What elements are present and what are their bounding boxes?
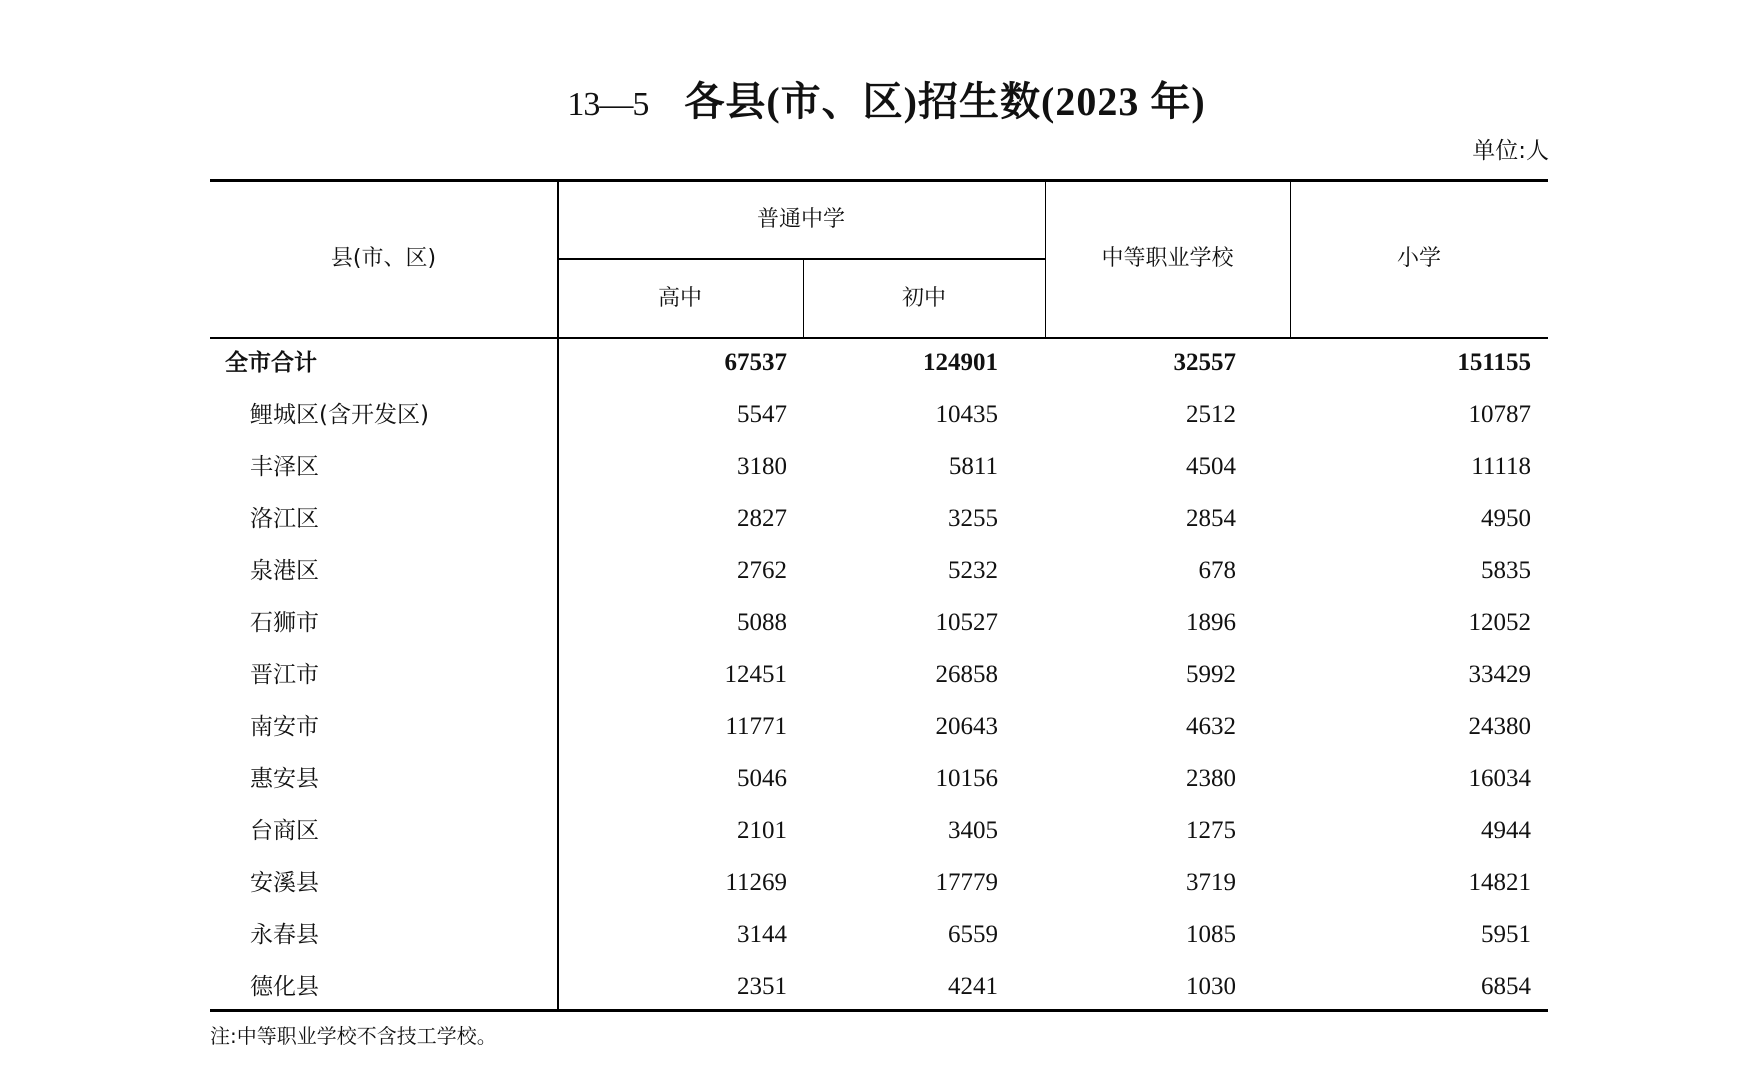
cell-primary: 151155 — [1457, 349, 1531, 376]
page-title — [0, 72, 1755, 132]
cell-senior-high: 2101 — [737, 817, 787, 844]
cell-senior-high: 5088 — [737, 609, 787, 636]
cell-junior-high: 5232 — [948, 557, 998, 584]
cell-junior-high: 10527 — [935, 609, 998, 636]
cell-senior-high: 67537 — [724, 349, 787, 376]
row-label: 德化县 — [250, 974, 319, 1000]
row-label: 台商区 — [250, 818, 319, 844]
cell-vocational: 4632 — [1186, 713, 1236, 740]
cell-junior-high: 3255 — [948, 505, 998, 532]
cell-junior-high: 124901 — [923, 349, 998, 376]
table-bottom-rule — [210, 1009, 1548, 1012]
cell-junior-high: 5811 — [948, 453, 998, 480]
cell-junior-high: 6559 — [948, 921, 998, 948]
unit-label: 单位:人 — [1472, 138, 1549, 164]
cell-vocational: 1085 — [1186, 921, 1236, 948]
cell-senior-high: 3144 — [737, 921, 787, 948]
cell-primary: 4950 — [1481, 505, 1531, 532]
header-junior-high: 初中 — [901, 286, 946, 311]
row-label: 晋江市 — [250, 662, 319, 688]
cell-senior-high: 2827 — [737, 505, 787, 532]
cell-vocational: 1275 — [1186, 817, 1236, 844]
cell-vocational: 32557 — [1173, 349, 1236, 376]
row-label: 丰泽区 — [250, 454, 319, 480]
table-title: 各县(市、区)招生数(2023 年) — [684, 79, 1206, 124]
cell-senior-high: 11269 — [725, 869, 787, 896]
footnote: 注:中等职业学校不含技工学校。 — [210, 1024, 497, 1048]
row-label: 全市合计 — [225, 350, 317, 376]
cell-vocational: 4504 — [1186, 453, 1236, 480]
header-general-secondary: 普通中学 — [756, 207, 845, 232]
cell-senior-high: 2351 — [737, 973, 787, 1000]
row-label: 南安市 — [250, 714, 319, 740]
cell-senior-high: 5046 — [737, 765, 787, 792]
cell-senior-high: 12451 — [724, 661, 787, 688]
header-primary: 小学 — [1396, 246, 1441, 271]
header-senior-high: 高中 — [657, 286, 702, 311]
cell-senior-high: 11771 — [725, 713, 787, 740]
cell-primary: 11118 — [1471, 453, 1531, 480]
row-label: 鲤城区(含开发区) — [250, 402, 429, 428]
cell-primary: 33429 — [1468, 661, 1531, 688]
cell-junior-high: 3405 — [948, 817, 998, 844]
header-region: 县(市、区) — [330, 246, 437, 271]
header-vocational: 中等职业学校 — [1101, 246, 1234, 271]
cell-vocational: 1030 — [1186, 973, 1236, 1000]
table-top-rule — [210, 179, 1548, 182]
row-label: 惠安县 — [250, 766, 319, 792]
cell-senior-high: 5547 — [737, 401, 787, 428]
row-label: 石狮市 — [250, 610, 319, 636]
cell-vocational: 5992 — [1186, 661, 1236, 688]
table-number: 13—5 — [567, 86, 649, 123]
cell-primary: 14821 — [1468, 869, 1531, 896]
row-label: 安溪县 — [250, 870, 319, 896]
cell-senior-high: 3180 — [737, 453, 787, 480]
cell-primary: 16034 — [1468, 765, 1531, 792]
cell-primary: 6854 — [1481, 973, 1531, 1000]
row-label: 泉港区 — [250, 558, 319, 584]
cell-junior-high: 10156 — [935, 765, 998, 792]
cell-primary: 24380 — [1468, 713, 1531, 740]
row-label: 洛江区 — [250, 506, 319, 532]
cell-vocational: 3719 — [1186, 869, 1236, 896]
cell-junior-high: 17779 — [935, 869, 998, 896]
header-bottom-rule — [210, 337, 1548, 339]
row-label: 永春县 — [250, 922, 319, 948]
cell-primary: 5951 — [1481, 921, 1531, 948]
cell-vocational: 2854 — [1186, 505, 1236, 532]
cell-primary: 10787 — [1468, 401, 1531, 428]
cell-vocational: 2380 — [1186, 765, 1236, 792]
cell-vocational: 2512 — [1186, 401, 1236, 428]
cell-senior-high: 2762 — [737, 557, 787, 584]
cell-vocational: 1896 — [1186, 609, 1236, 636]
cell-primary: 12052 — [1468, 609, 1531, 636]
cell-junior-high: 10435 — [935, 401, 998, 428]
cell-primary: 4944 — [1481, 817, 1531, 844]
cell-junior-high: 4241 — [948, 973, 998, 1000]
cell-primary: 5835 — [1481, 557, 1531, 584]
cell-junior-high: 20643 — [935, 713, 998, 740]
subheader-rule — [557, 258, 1045, 260]
cell-junior-high: 26858 — [935, 661, 998, 688]
cell-vocational: 678 — [1198, 557, 1236, 584]
